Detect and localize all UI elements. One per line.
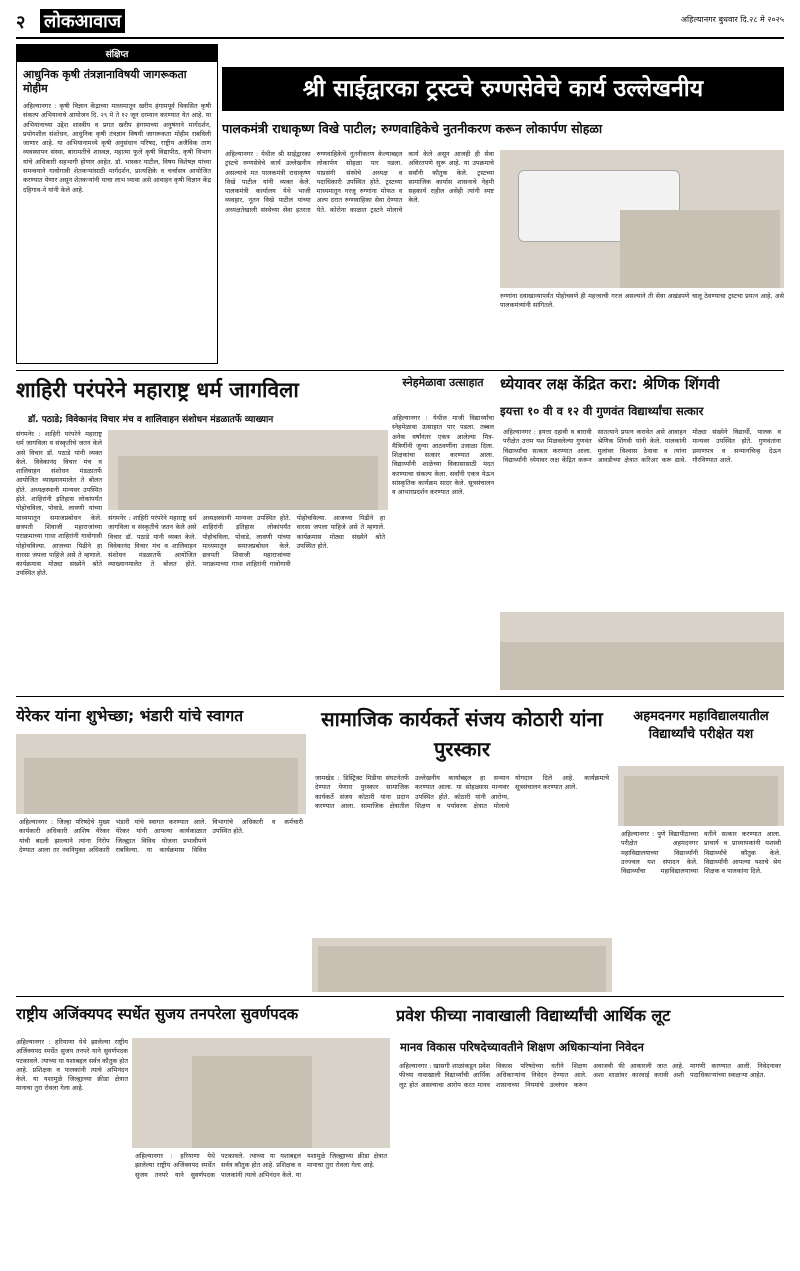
story2-subhead: डॉ. पठाडे; विवेकानंद विचार मंच व शालिवाहन संशोधन मंडळातर्फे व्याख्यान (28, 415, 274, 425)
sidebar-tag: संक्षिप्त (17, 45, 217, 62)
story7-photo (618, 766, 784, 826)
story6-photo (312, 938, 612, 992)
dateline: अहिल्यानगर बुधवार दि.२८ मे २०२५ (680, 15, 784, 24)
story9-body: अहिल्यानगर : खासगी शाळांकडून प्रवेश फीच्या नावाखाली विद्यार्थ्यांची आर्थिक लूट होत असल्याचा आरोप करत मानव विकास परिषदेच्या वतीने शिक्षण अधिकाऱ्यांना निवेदन देण्यात आले. शासनाच्या नियमांचे उल्लंघन करून अवाजवी फी आकारली जात आहे. अशा शाळांवर कारवाई करावी अशी मागणी करण्यात आली. निवेदनावर पदाधिकाऱ्यांच्या स्वाक्षऱ्या आहेत. (399, 1062, 781, 1089)
masthead-logo: लोकआवाज (40, 9, 125, 33)
masthead-rule (16, 37, 784, 39)
story2-body-a: संगमनेर : शाहिरी परंपरेने महाराष्ट्र धर्म जागविला व संस्कृतीचे जतन केले असे विचार डॉ. पठाडे यांनी व्यक्त केले. विवेकानंद विचार मंच व शालिवाहन संशोधन मंडळातर्फे आयोजित व्याख्यानमालेत ते बोलत होते. अध्यक्षस्थानी मान्यवर उपस्थित होते. शाहिरांनी इतिहास लोकांपर्यंत पोहोचविला, पोवाडे, लावणी यांच्या माध्यमातून समाजप्रबोधन केले. छत्रपती शिवाजी महाराजांच्या पराक्रमाच्या गाथा शाहिरांनी गावोगावी पोहोचविल्या. आजच्या पिढीने हा वारसा जपला पाहिजे असे ते म्हणाले. कार्यक्रमास मोठ्या संख्येने श्रोते उपस्थित होते. (16, 430, 102, 578)
story4-subhead: इयत्ता १० वी व १२ वी गुणवंत विद्यार्थ्यांचा सत्कार (500, 404, 704, 418)
story7-body: अहिल्यानगर : पुणे विद्यापीठाच्या परीक्षेत अहमदनगर महाविद्यालयाच्या विद्यार्थ्यांनी उज्ज्वल यश संपादन केले. विद्यार्थ्यांचा महाविद्यालयाच्या वतीने सत्कार करण्यात आला. प्राचार्य व प्राध्यापकांनी यशस्वी विद्यार्थ्यांचे कौतुक केले. विद्यार्थ्यांनी आपल्या यशाचे श्रेय शिक्षक व पालकांना दिले. (621, 830, 781, 876)
story5-photo (16, 734, 306, 814)
sidebar-title: आधुनिक कृषी तंत्रज्ञानाविषयी जागरूकता मोहीम (23, 68, 187, 95)
masthead (16, 8, 784, 34)
story3-kicker: स्नेहमेळावा उत्साहात (402, 376, 484, 389)
story3-body: अहिल्यानगर : येथील माजी विद्यार्थ्यांचा स्नेहमेळावा उत्साहात पार पडला. तब्बल अनेक वर्षांनंतर एकत्र आलेल्या मित्र-मैत्रिणींनी जुन्या आठवणींना उजाळा दिला. शिक्षकांचा सत्कार करण्यात आला. विद्यार्थ्यांनी शाळेच्या विकासासाठी मदत करण्याचा संकल्प केला. सर्वांनी एकत्र येऊन सांस्कृतिक कार्यक्रम सादर केले. सूत्रसंचालन व आभारप्रदर्शन करण्यात आले. (392, 414, 494, 497)
story2-body-b: संगमनेर : शाहिरी परंपरेने महाराष्ट्र धर्म जागविला व संस्कृतीचे जतन केले असे विचार डॉ. पठाडे यांनी व्यक्त केले. विवेकानंद विचार मंच व शालिवाहन संशोधन मंडळातर्फे आयोजित व्याख्यानमालेत ते बोलत होते. अध्यक्षस्थानी मान्यवर उपस्थित होते. शाहिरांनी इतिहास लोकांपर्यंत पोहोचविला, पोवाडे, लावणी यांच्या माध्यमातून समाजप्रबोधन केले. छत्रपती शिवाजी महाराजांच्या पराक्रमाच्या गाथा शाहिरांनी गावोगावी पोहोचविल्या. आजच्या पिढीने हा वारसा जपला पाहिजे असे ते म्हणाले. कार्यक्रमास मोठ्या संख्येने श्रोते उपस्थित होते. (108, 514, 385, 569)
story9-headline: प्रवेश फीच्या नावाखाली विद्यार्थ्यांची आर्थिक लूट (396, 1006, 671, 1025)
story4-body: अहिल्यानगर : इयत्ता दहावी व बारावी परीक्षेत उत्तम यश मिळवलेल्या गुणवंत विद्यार्थ्यांचा सत्कार करण्यात आला. विद्यार्थ्यांनी ध्येयावर लक्ष केंद्रित करून सातत्याने प्रयत्न करावेत असे आवाहन श्रेणिक शिंगवी यांनी केले. पालकांनी मुलांवर विश्वास ठेवावा व त्यांना आवडीच्या क्षेत्रात करिअर करू द्यावे. मोठ्या संख्येने विद्यार्थी, पालक व मान्यवर उपस्थित होते. गुणवंतांना प्रमाणपत्र व सन्मानचिन्ह देऊन गौरविण्यात आले. (503, 428, 781, 464)
divider-1 (16, 370, 784, 371)
lead-body: अहिल्यानगर : येथील श्री साईद्वारका ट्रस्टचे रुग्णसेवेचे कार्य उल्लेखनीय असल्याचे मत पालकमंत्री राधाकृष्ण विखे पाटील यांनी व्यक्त केले. पालकमंत्री कार्यालय येथे भाजी व्यवहार, नूतन विखे पाटील यांच्या अध्यक्षतेखाली संस्थेच्या सेवा इतरता रुग्णवाहिकेचे नूतनीकरण केल्याबद्दल लोकार्पण सोहळा पार पडला. याप्रसंगी संस्थेचे अध्यक्ष व पदाधिकारी उपस्थित होते. ट्रस्टच्या माध्यमातून गरजू रुग्णांना मोफत व अल्प दरात रुग्णवाहिका सेवा देण्यात येते. कोरोना काळात ट्रस्टने मोलाचे कार्य केले असून आजही ही सेवा अविरतपणे सुरू आहे. या उपक्रमाचे सर्वांनी कौतुक केले. ट्रस्टच्या सामाजिक कार्यास शासनाचे नेहमी सहकार्य राहील असेही त्यांनी स्पष्ट केले. (225, 150, 494, 214)
story2-headline: शाहिरी परंपरेने महाराष्ट्र धर्म जागविला (16, 378, 299, 402)
divider-3 (16, 996, 784, 997)
story8-photo (132, 1038, 390, 1148)
lead-subhead: पालकमंत्री राधाकृष्ण विखे पाटील; रुग्णवाहिकेचे नुतनीकरण करून लोकार्पण सोहळा (222, 121, 603, 136)
story8-body-b: अहिल्यानगर : हरियाणा येथे झालेल्या राष्ट्रीय अजिंक्यपद स्पर्धेत सुजय तनपरे याने सुवर्णपदक पटकावले. त्याच्या या यशाबद्दल सर्वत्र कौतुक होत आहे. प्रशिक्षक व पालकांनी त्याचे अभिनंदन केले. या यशामुळे जिल्ह्याच्या क्रीडा क्षेत्रात मानाचा तुरा रोवला गेला आहे. (135, 1152, 387, 1179)
lead-photo (500, 150, 784, 288)
sidebar-brief (16, 44, 218, 364)
sidebar-body: अहिल्यानगर : कृषी विज्ञान केंद्राच्या माध्यमातून खरीप हंगामपूर्व विकसित कृषी संकल्प अभियानाचे आयोजन दि. २९ मे ते १२ जून दरम्यान करण्यात येत आहे. या अभियानाच्या उद्देश शास्त्रीय व प्रगत खरीप हंगामाच्या अनुषंगाने मार्गदर्शन, प्रयोगशील संशोधन, आधुनिक कृषी तंत्रज्ञान विषयी जागरूकता मोहीम राबविली जाणार आहे. या अभियानामध्ये कृषी अनुसंधान परिषद, राष्ट्रीय अजैविक ताण व्यवस्थापन संस्था, बारामतीचे शास्त्रज्ञ, महात्मा फुले कृषी विद्यापीठ, कृषी विभाग यांचे अधिकारी सहभागी होणार आहेत. डॉ. भास्कर पाटील, विषय विशेषज्ञ यांच्या समन्वयाने गावोगावी शेतकऱ्यांसाठी मार्गदर्शन, प्रात्यक्षिके व चर्चासत्र आयोजित करण्यात येणार असून शेतकऱ्यांनी याचा लाभ घ्यावा असे आवाहन कृषी विज्ञान केंद्र दहिगाव-ने यांनी केले आहे. (23, 102, 211, 194)
story8-body-a: अहिल्यानगर : हरियाणा येथे झालेल्या राष्ट्रीय अजिंक्यपद स्पर्धेत सुजय तनपरे याने सुवर्णपदक पटकावले. त्याच्या या यशाबद्दल सर्वत्र कौतुक होत आहे. प्रशिक्षक व पालकांनी त्याचे अभिनंदन केले. या यशामुळे जिल्ह्याच्या क्रीडा क्षेत्रात मानाचा तुरा रोवला गेला आहे. (16, 1038, 128, 1093)
lead-headline: श्री साईद्वारका ट्रस्टचे रुग्णसेवेचे कार्य उल्लेखनीय (302, 76, 704, 102)
lead-headline-bar (222, 67, 784, 111)
story8-headline: राष्ट्रीय अजिंक्यपद स्पर्धेत सुजय तनपरेला सुवर्णपदक (16, 1005, 299, 1023)
story9-subhead: मानव विकास परिषदेच्यावतीने शिक्षण अधिकाऱ्यांना निवेदन (400, 1040, 644, 1054)
lead-caption: रुग्णांना दवाखान्यापर्यंत पोहोचवणे ही महत्त्वाची गरज असल्याने ती सेवा अखंडपणे चालू ठेवण्याचा ट्रस्टचा प्रयत्न आहे, असे पालकमंत्र्यांनी सांगितले. (500, 292, 784, 310)
story4-photo (500, 612, 784, 690)
story5-body: अहिल्यानगर : जिल्हा परिषदेचे मुख्य कार्यकारी अधिकारी आशिष येरेकर यांची बदली झाल्याने त्यांना निरोप देण्यात आला तर नवनियुक्त अधिकारी भंडारी यांचे स्वागत करण्यात आले. येरेकर यांनी आपल्या कार्यकाळात जिल्ह्यात विविध योजना प्रभावीपणे राबविल्या. या कार्यक्रमास विविध विभागांचे अधिकारी व कर्मचारी उपस्थित होते. (19, 818, 303, 854)
divider-2 (16, 696, 784, 697)
story4-headline: ध्येयावर लक्ष केंद्रित करा: श्रेणिक शिंगवी (500, 375, 720, 393)
story5-headline: येरेकर यांना शुभेच्छा; भंडारी यांचे स्वागत (16, 707, 244, 725)
story2-photo (108, 430, 388, 510)
story6-body: जामखेड : डिस्ट्रिक्ट मिडीया संघटनेतर्फे देण्यात येणारा पुरस्कार सामाजिक कार्यकर्ते संजय कोठारी यांना प्रदान करण्यात आला. सामाजिक क्षेत्रातील उल्लेखनीय कार्याबद्दल हा सन्मान करण्यात आला. या सोहळ्यास मान्यवर उपस्थित होते. कोठारी यांनी आरोग्य, शिक्षण व पर्यावरण क्षेत्रात मोलाचे योगदान दिले आहे. कार्यक्रमाचे सूत्रसंचालन करण्यात आले. (315, 774, 609, 810)
story6-headline: सामाजिक कार्यकर्ते संजय कोठारी यांना पुरस्कार (321, 707, 603, 761)
story7-headline: अहमदनगर महाविद्यालयातील विद्यार्थ्यांचे परीक्षेत यश (633, 709, 769, 742)
page-number: २ (16, 12, 26, 33)
